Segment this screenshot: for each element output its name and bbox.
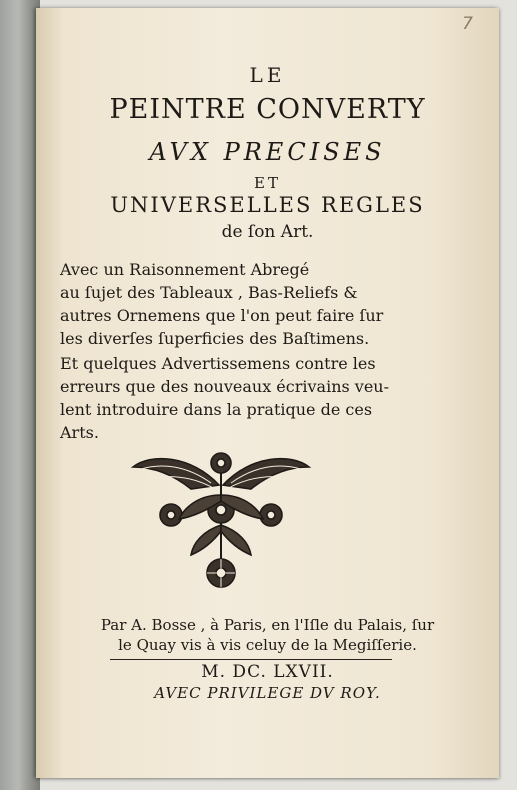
imprint-publisher-line: Par A. Bosse , à Paris, en l'Iſle du Palais, ſur [100, 616, 435, 634]
paragraph-line: au ſujet des Tableaux , Bas-Reliefs & [60, 283, 358, 302]
book-cover-edge [0, 0, 40, 790]
paragraph-line: Avec un Raisonnement Abregé [60, 260, 310, 279]
subtitle-paragraph-raisonnement [60, 258, 480, 350]
paragraph-line: les diverſes ſuperficies des Baſtimens. [60, 329, 370, 348]
title-line-et: ET [254, 174, 281, 192]
imprint-address-line: le Quay vis à vis celuy de la Megiſſerie. [118, 636, 417, 654]
paragraph-line: autres Ornemens que l'on peut faire ſur [60, 306, 384, 325]
subtitle-paragraph-advertissemens [60, 352, 480, 444]
title-line-universelles-regles: UNIVERSELLES REGLES [110, 193, 425, 217]
title-page [36, 8, 499, 778]
royal-privilege: AVEC PRIVILEGE DV ROY. [154, 684, 381, 702]
floral-ornament-icon [131, 445, 311, 595]
paragraph-line: Et quelques Advertissemens contre les [60, 354, 376, 373]
publication-date: M. DC. LXVII. [201, 662, 334, 682]
page-number: 7 [462, 14, 473, 34]
title-line-aux-precises: AVX PRECISES [149, 138, 386, 166]
paragraph-line: Arts. [60, 423, 99, 442]
title-line-de-son-art: de ſon Art. [221, 222, 314, 242]
imprint-divider [110, 659, 392, 660]
paragraph-line: lent introduire dans la pratique de ces [60, 400, 373, 419]
paragraph-line: erreurs que des nouveaux écrivains veu- [60, 377, 390, 396]
title-line-le: LE [249, 63, 286, 87]
title-line-peintre-converty: PEINTRE CONVERTY [109, 94, 426, 125]
